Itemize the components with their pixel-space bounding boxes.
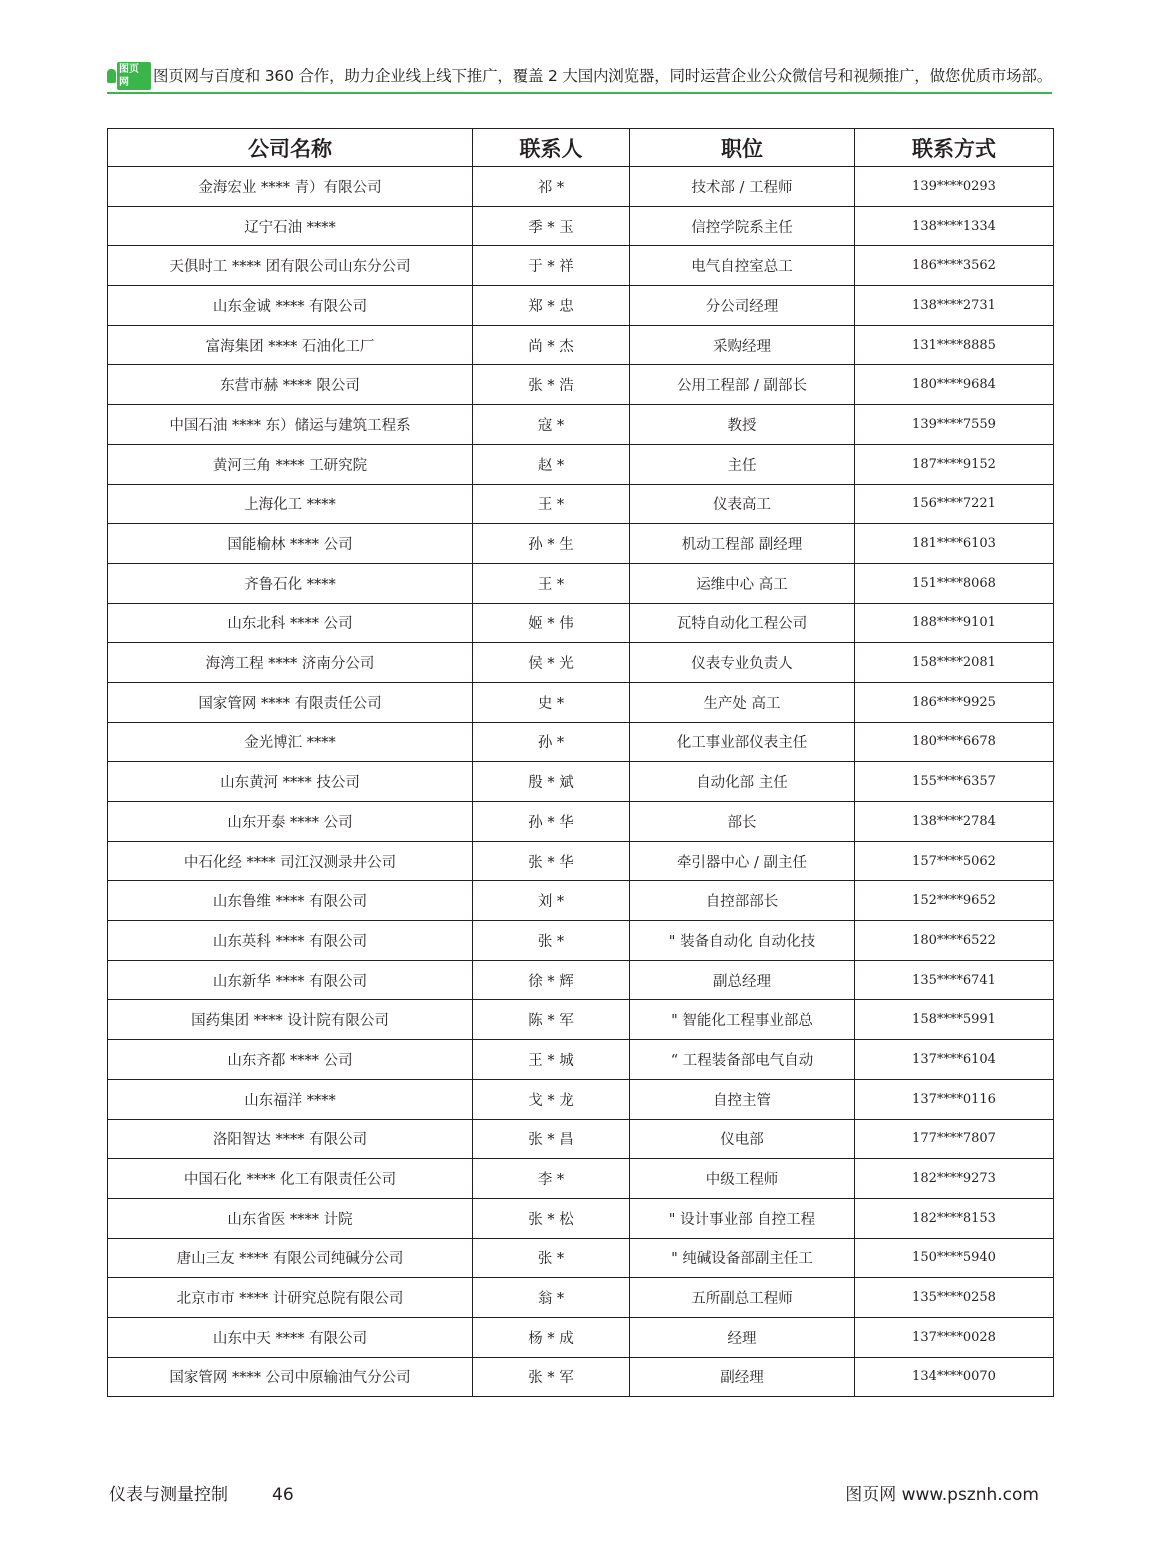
footer-site: 图页网 www.psznh.com [845,1485,1039,1505]
phone-cell: 151****8068 [855,563,1054,603]
footer-left [109,1480,294,1505]
table-row [108,405,1054,445]
table-row [108,603,1054,643]
position-cell: 中级工程师 [630,1159,855,1199]
contact-cell: 张 * [473,921,630,961]
table-header-row [108,129,1054,167]
company-cell: 北京市市 **** 计研究总院有限公司 [108,1278,473,1318]
company-cell: 山东齐都 **** 公司 [108,1040,473,1080]
company-cell: 山东北科 **** 公司 [108,603,473,643]
contact-cell: 殷 * 斌 [473,762,630,802]
contact-cell: 张 * 华 [473,841,630,881]
position-cell: " 智能化工程事业部总 [630,1000,855,1040]
contact-cell: 戈 * 龙 [473,1079,630,1119]
phone-cell: 158****2081 [855,643,1054,683]
position-cell: 电气自控室总工 [630,246,855,286]
company-cell: 国家管网 **** 有限责任公司 [108,682,473,722]
position-cell: 化工事业部仪表主任 [630,722,855,762]
table-row [108,762,1054,802]
phone-cell: 137****0028 [855,1317,1054,1357]
position-cell: " 设计事业部 自控工程 [630,1198,855,1238]
company-cell: 国能榆林 **** 公司 [108,524,473,564]
position-cell: 运维中心 高工 [630,563,855,603]
contact-cell: 张 * 浩 [473,365,630,405]
table-row [108,881,1054,921]
contact-cell: 王 * [473,484,630,524]
company-cell: 黄河三角 **** 工研究院 [108,444,473,484]
company-cell: 山东中天 **** 有限公司 [108,1317,473,1357]
position-cell: 自动化部 主任 [630,762,855,802]
contact-cell: 张 * 松 [473,1198,630,1238]
contact-cell: 孙 * 生 [473,524,630,564]
table-row [108,206,1054,246]
table-row [108,484,1054,524]
contact-cell: 季 * 玉 [473,206,630,246]
position-cell: 信控学院系主任 [630,206,855,246]
position-cell: 公用工程部 / 副部长 [630,365,855,405]
contact-cell: 张 * 昌 [473,1119,630,1159]
phone-cell: 188****9101 [855,603,1054,643]
company-cell: 富海集团 **** 石油化工厂 [108,325,473,365]
table-row [108,802,1054,842]
position-cell: 瓦特自动化工程公司 [630,603,855,643]
phone-cell: 180****6522 [855,921,1054,961]
position-cell: 生产处 高工 [630,682,855,722]
phone-cell: 137****6104 [855,1040,1054,1080]
table-row [108,1278,1054,1318]
contact-cell: 张 * 军 [473,1357,630,1397]
phone-cell: 134****0070 [855,1357,1054,1397]
phone-cell: 186****9925 [855,682,1054,722]
company-cell: 金海宏业 **** 青）有限公司 [108,167,473,207]
table-row [108,1079,1054,1119]
company-cell: 山东省医 **** 计院 [108,1198,473,1238]
table-row [108,563,1054,603]
contact-cell: 孙 * 华 [473,802,630,842]
header-banner-text: 图页网与百度和 360 合作，助力企业线上线下推广，覆盖 2 大国内浏览器，同时运营企业公众微信号和视频推广，做您优质市场部。 [152,67,1052,85]
phone-cell: 131****8885 [855,325,1054,365]
phone-cell: 138****2784 [855,802,1054,842]
position-cell: 五所副总工程师 [630,1278,855,1318]
phone-cell: 158****5991 [855,1000,1054,1040]
contact-cell: 尚 * 杰 [473,325,630,365]
position-cell: 牵引器中心 / 副主任 [630,841,855,881]
position-cell: 仪表专业负责人 [630,643,855,683]
contact-cell: 王 * 城 [473,1040,630,1080]
contact-cell: 姬 * 伟 [473,603,630,643]
table-row [108,167,1054,207]
position-cell: 副总经理 [630,960,855,1000]
company-cell: 海湾工程 **** 济南分公司 [108,643,473,683]
contact-cell: 祁 * [473,167,630,207]
phone-cell: 152****9652 [855,881,1054,921]
table-row [108,960,1054,1000]
position-cell: 仪表高工 [630,484,855,524]
column-header-position: 职位 [630,129,855,167]
brand-logo [107,66,151,86]
company-cell: 洛阳智达 **** 有限公司 [108,1119,473,1159]
phone-cell: 137****0116 [855,1079,1054,1119]
table-row [108,365,1054,405]
table-row [108,841,1054,881]
logo-text: 图页网 [117,62,151,90]
phone-cell: 177****7807 [855,1119,1054,1159]
contact-cell: 刘 * [473,881,630,921]
company-cell: 金光博汇 **** [108,722,473,762]
contacts-table [107,128,1054,1397]
table-row [108,246,1054,286]
table-row [108,1119,1054,1159]
contact-cell: 王 * [473,563,630,603]
company-cell: 中国石油 **** 东）储运与建筑工程系 [108,405,473,445]
leaf-icon [107,69,116,83]
position-cell: 部长 [630,802,855,842]
contact-cell: 张 * [473,1238,630,1278]
contact-cell: 孙 * [473,722,630,762]
company-cell: 上海化工 **** [108,484,473,524]
phone-cell: 186****3562 [855,246,1054,286]
company-cell: 山东黄河 **** 技公司 [108,762,473,802]
phone-cell: 182****9273 [855,1159,1054,1199]
phone-cell: 139****7559 [855,405,1054,445]
company-cell: 齐鲁石化 **** [108,563,473,603]
position-cell: 教授 [630,405,855,445]
phone-cell: 156****7221 [855,484,1054,524]
table-row [108,325,1054,365]
company-cell: 山东福洋 **** [108,1079,473,1119]
contact-cell: 赵 * [473,444,630,484]
phone-cell: 180****9684 [855,365,1054,405]
table-row [108,1238,1054,1278]
phone-cell: 150****5940 [855,1238,1054,1278]
position-cell: 采购经理 [630,325,855,365]
position-cell: 机动工程部 副经理 [630,524,855,564]
company-cell: 中国石化 **** 化工有限责任公司 [108,1159,473,1199]
company-cell: 国药集团 **** 设计院有限公司 [108,1000,473,1040]
table-row [108,921,1054,961]
publication-title: 仪表与测量控制 [109,1485,228,1505]
position-cell: 自控部部长 [630,881,855,921]
contact-cell: 徐 * 辉 [473,960,630,1000]
phone-cell: 180****6678 [855,722,1054,762]
table-body [108,167,1054,1397]
company-cell: 国家管网 **** 公司中原输油气分公司 [108,1357,473,1397]
phone-cell: 135****0258 [855,1278,1054,1318]
company-cell: 山东新华 **** 有限公司 [108,960,473,1000]
contact-cell: 于 * 祥 [473,246,630,286]
company-cell: 山东鲁维 **** 有限公司 [108,881,473,921]
column-header-company: 公司名称 [108,129,473,167]
table-row [108,1159,1054,1199]
company-cell: 山东金诚 **** 有限公司 [108,286,473,326]
contact-cell: 杨 * 成 [473,1317,630,1357]
position-cell: " 纯碱设备部副主任工 [630,1238,855,1278]
position-cell: 技术部 / 工程师 [630,167,855,207]
page-header [107,66,1052,94]
table-row [108,682,1054,722]
phone-cell: 138****2731 [855,286,1054,326]
table-row [108,1000,1054,1040]
company-cell: 山东英科 **** 有限公司 [108,921,473,961]
company-cell: 唐山三友 **** 有限公司纯碱分公司 [108,1238,473,1278]
phone-cell: 139****0293 [855,167,1054,207]
position-cell: " 装备自动化 自动化技 [630,921,855,961]
contact-cell: 郑 * 忠 [473,286,630,326]
company-cell: 天俱时工 **** 团有限公司山东分公司 [108,246,473,286]
phone-cell: 182****8153 [855,1198,1054,1238]
phone-cell: 187****9152 [855,444,1054,484]
contact-cell: 史 * [473,682,630,722]
position-cell: 仪电部 [630,1119,855,1159]
table-row [108,1040,1054,1080]
table-row [108,524,1054,564]
table-row [108,286,1054,326]
table-row [108,1198,1054,1238]
contact-cell: 陈 * 军 [473,1000,630,1040]
position-cell: 主任 [630,444,855,484]
company-cell: 东营市赫 **** 限公司 [108,365,473,405]
contact-cell: 李 * [473,1159,630,1199]
company-cell: 辽宁石油 **** [108,206,473,246]
table-row [108,1357,1054,1397]
contact-cell: 翁 * [473,1278,630,1318]
company-cell: 中石化经 **** 司江汉测录井公司 [108,841,473,881]
phone-cell: 135****6741 [855,960,1054,1000]
contact-cell: 侯 * 光 [473,643,630,683]
position-cell: 自控主管 [630,1079,855,1119]
position-cell: “ 工程装备部电气自动 [630,1040,855,1080]
table-row [108,1317,1054,1357]
table-row [108,444,1054,484]
phone-cell: 157****5062 [855,841,1054,881]
contact-cell: 寇 * [473,405,630,445]
position-cell: 副经理 [630,1357,855,1397]
table-row [108,643,1054,683]
column-header-contact: 联系人 [473,129,630,167]
company-cell: 山东开泰 **** 公司 [108,802,473,842]
table-row [108,722,1054,762]
column-header-phone: 联系方式 [855,129,1054,167]
position-cell: 经理 [630,1317,855,1357]
page-number: 46 [272,1485,294,1505]
position-cell: 分公司经理 [630,286,855,326]
phone-cell: 155****6357 [855,762,1054,802]
phone-cell: 181****6103 [855,524,1054,564]
phone-cell: 138****1334 [855,206,1054,246]
